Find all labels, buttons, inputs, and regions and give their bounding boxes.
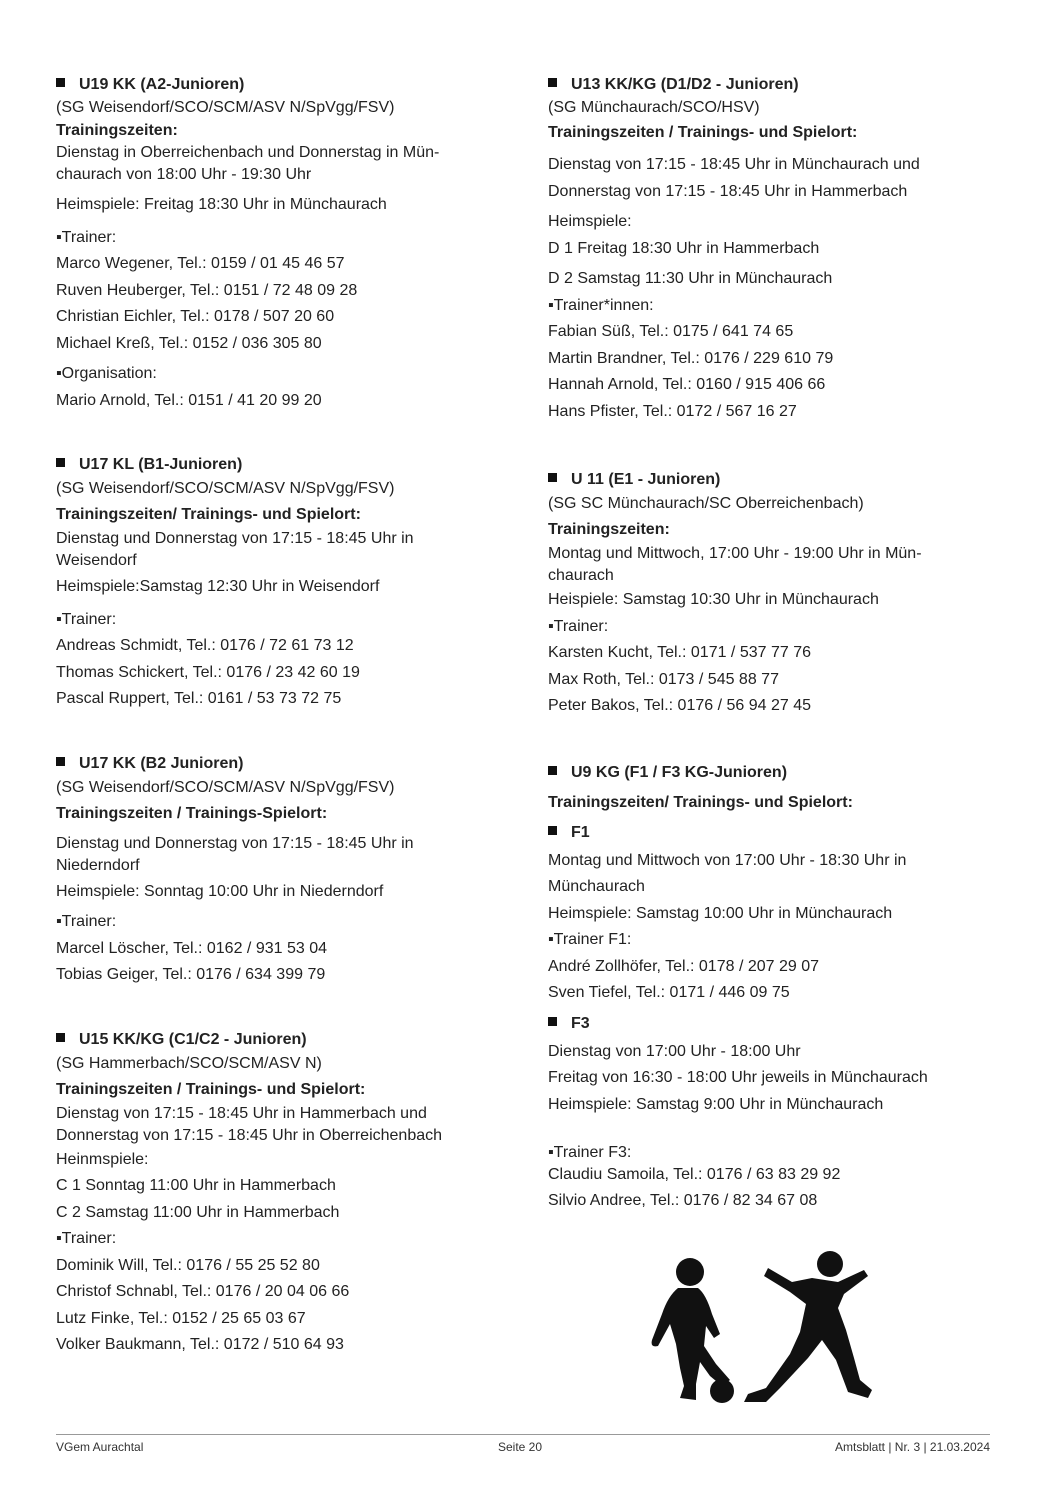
home-games: Heimspiele: Samstag 9:00 Uhr in Münchaurach <box>548 1095 884 1113</box>
section-u11 <box>548 469 998 720</box>
times-line: Weisendorf <box>56 552 137 569</box>
trainer-label: ▪Trainer: <box>56 610 117 628</box>
section-title-text: U15 KK/KG (C1/C2 - Junioren) <box>79 1030 307 1048</box>
bullet-square-icon <box>56 458 65 467</box>
trainer-label: ▪Trainer: <box>56 1230 117 1247</box>
home-games-entry: C 2 Samstag 11:00 Uhr in Hammerbach <box>56 1203 340 1221</box>
times-line: Donnerstag von 17:15 - 18:45 Uhr in Hammerbach <box>548 182 908 200</box>
home-games: Heimspiele: <box>548 213 632 230</box>
times-line: Montag und Mittwoch von 17:00 Uhr - 18:30 Uhr in <box>548 851 907 869</box>
section-title-text: U17 KK (B2 Junioren) <box>79 754 244 772</box>
trainer-entry: Christian Eichler, Tel.: 0178 / 507 20 60 <box>56 308 335 325</box>
home-games-entry: D 1 Freitag 18:30 Uhr in Hammerbach <box>548 239 820 257</box>
player-head-icon <box>676 1258 704 1286</box>
home-games-entry: D 2 Samstag 11:30 Uhr in Münchaurach <box>548 270 833 287</box>
trainer-entry: Lutz Finke, Tel.: 0152 / 25 65 03 67 <box>56 1309 306 1327</box>
section-u19 <box>56 74 506 414</box>
trainer-entry: Michael Kreß, Tel.: 0152 / 036 305 80 <box>56 334 322 352</box>
trainer-entry: Ruven Heuberger, Tel.: 0151 / 72 48 09 28 <box>56 281 358 299</box>
times-line: Dienstag in Oberreichenbach und Donnerstag in Mün- <box>56 144 440 161</box>
training-heading: Trainingszeiten / Trainings- und Spielort: <box>56 1080 366 1098</box>
bullet-square-icon <box>56 78 65 87</box>
trainer-entry: André Zollhöfer, Tel.: 0178 / 207 29 07 <box>548 957 820 975</box>
trainer-entry: Silvio Andree, Tel.: 0176 / 82 34 67 08 <box>548 1192 818 1209</box>
section-title-text: U 11 (E1 - Junioren) <box>571 471 721 488</box>
sg-line: (SG Weisendorf/SCO/SCM/ASV N/SpVgg/FSV) <box>56 778 395 796</box>
home-games-entry: C 1 Sonntag 11:00 Uhr in Hammerbach <box>56 1177 336 1194</box>
bullet-square-icon <box>548 473 557 482</box>
training-heading: Trainingszeiten/ Trainings- und Spielort: <box>548 793 853 811</box>
sg-line: (SG SC Münchaurach/SC Oberreichenbach) <box>548 495 864 512</box>
subsection-f3-title: F3 <box>548 1007 998 1039</box>
trainer-entry: Sven Tiefel, Tel.: 0171 / 446 09 75 <box>548 984 790 1001</box>
trainer-entry: Volker Baukmann, Tel.: 0172 / 510 64 93 <box>56 1336 344 1353</box>
sg-line: (SG Weisendorf/SCO/SCM/ASV N/SpVgg/FSV) <box>56 480 395 497</box>
trainer-entry: Dominik Will, Tel.: 0176 / 55 25 52 80 <box>56 1256 320 1274</box>
section-title <box>548 469 998 491</box>
footer-issue: Amtsblatt | Nr. 3 | 21.03.2024 <box>835 1440 990 1454</box>
section-u17-kl <box>56 454 506 713</box>
trainer-entry: Max Roth, Tel.: 0173 / 545 88 77 <box>548 670 779 688</box>
section-title <box>548 762 998 784</box>
times-line: Dienstag von 17:15 - 18:45 Uhr in Münchaurach und <box>548 156 920 173</box>
trainer-entry: Peter Bakos, Tel.: 0176 / 56 94 27 45 <box>548 697 811 714</box>
section-u9 <box>548 762 998 1215</box>
section-u13 <box>548 74 998 425</box>
section-title-text: U17 KL (B1-Junioren) <box>79 456 243 473</box>
times-line: Freitag von 16:30 - 18:00 Uhr jeweils in Münchaurach <box>548 1069 928 1086</box>
trainer-entry: Karsten Kucht, Tel.: 0171 / 537 77 76 <box>548 644 811 661</box>
bullet-square-icon <box>548 826 557 835</box>
home-games: Heimspiele: Samstag 10:00 Uhr in Münchaurach <box>548 904 893 922</box>
sg-line: (SG Hammerbach/SCO/SCM/ASV N) <box>56 1054 322 1072</box>
home-games: Heimspiele:Samstag 12:30 Uhr in Weisendorf <box>56 578 380 595</box>
bullet-square-icon <box>548 766 557 775</box>
times-line: Dienstag von 17:00 Uhr - 18:00 Uhr <box>548 1042 801 1060</box>
times-line: Dienstag von 17:15 - 18:45 Uhr in Hammerbach und <box>56 1104 427 1122</box>
section-title <box>548 74 998 96</box>
section-title-text: U9 KG (F1 / F3 KG-Junioren) <box>571 763 788 781</box>
trainer-entry: Martin Brandner, Tel.: 0176 / 229 610 79 <box>548 349 834 367</box>
times-line: Niederndorf <box>56 856 140 874</box>
trainer-entry: Thomas Schickert, Tel.: 0176 / 23 42 60 19 <box>56 663 360 681</box>
right-column <box>548 74 998 1214</box>
footer-publisher: VGem Aurachtal <box>56 1440 144 1454</box>
trainer-label: ▪Trainer F1: <box>548 931 632 948</box>
section-title <box>56 454 506 476</box>
soccer-players-illustration <box>640 1248 890 1408</box>
section-title <box>56 753 506 775</box>
trainer-label: ▪Trainer F3: <box>548 1144 632 1161</box>
section-u17-kk <box>56 753 506 989</box>
trainer-entry: Hannah Arnold, Tel.: 0160 / 915 406 66 <box>548 376 826 393</box>
trainer-entry: Tobias Geiger, Tel.: 0176 / 634 399 79 <box>56 966 326 983</box>
right-player-icon <box>744 1268 872 1402</box>
times-line: Donnerstag von 17:15 - 18:45 Uhr in Oberreichenbach <box>56 1126 443 1144</box>
training-heading: Trainingszeiten: <box>56 122 178 139</box>
times-line: Montag und Mittwoch, 17:00 Uhr - 19:00 Uhr in Mün- <box>548 545 922 562</box>
page-footer <box>56 1434 990 1454</box>
section-title-text: U19 KK (A2-Junioren) <box>79 76 245 93</box>
section-title <box>56 74 506 96</box>
organisation-entry: Mario Arnold, Tel.: 0151 / 41 20 99 20 <box>56 391 322 409</box>
trainer-entry: Claudiu Samoila, Tel.: 0176 / 63 83 29 92 <box>548 1166 841 1183</box>
sg-line: (SG Münchaurach/SCO/HSV) <box>548 99 760 116</box>
bullet-square-icon <box>56 1033 65 1042</box>
player-head-icon <box>817 1251 843 1277</box>
home-games: Heimspiele: Freitag 18:30 Uhr in Münchaurach <box>56 196 387 213</box>
subsection-f1-title: F1 <box>548 818 998 848</box>
sg-line: (SG Weisendorf/SCO/SCM/ASV N/SpVgg/FSV) <box>56 99 395 116</box>
trainer-entry: Marco Wegener, Tel.: 0159 / 01 45 46 57 <box>56 255 345 272</box>
bullet-square-icon <box>56 757 65 766</box>
times-line: Dienstag und Donnerstag von 17:15 - 18:45 Uhr in <box>56 530 414 547</box>
trainer-entry: Christof Schnabl, Tel.: 0176 / 20 04 06 66 <box>56 1283 350 1300</box>
trainer-entry: Marcel Löscher, Tel.: 0162 / 931 53 04 <box>56 939 327 957</box>
trainer-label: ▪Trainer: <box>56 228 117 246</box>
times-line: chaurach von 18:00 Uhr - 19:30 Uhr <box>56 166 312 183</box>
trainer-label: ▪Trainer: <box>548 617 609 635</box>
trainer-label: ▪Trainer: <box>56 913 117 930</box>
home-games: Heimspiele: Sonntag 10:00 Uhr in Niederndorf <box>56 882 384 900</box>
times-line: Dienstag und Donnerstag von 17:15 - 18:45 Uhr in <box>56 834 414 852</box>
left-column <box>56 74 506 1359</box>
bullet-square-icon <box>548 78 557 87</box>
trainer-label: ▪Trainer*innen: <box>548 296 654 314</box>
training-heading: Trainingszeiten: <box>548 521 670 538</box>
trainer-entry: Hans Pfister, Tel.: 0172 / 567 16 27 <box>548 402 797 420</box>
training-heading: Trainingszeiten / Trainings- und Spielort: <box>548 124 858 141</box>
home-games: Heispiele: Samstag 10:30 Uhr in Münchaurach <box>548 591 879 608</box>
times-line: Münchaurach <box>548 878 645 895</box>
trainer-entry: Andreas Schmidt, Tel.: 0176 / 72 61 73 12 <box>56 637 354 654</box>
training-heading: Trainingszeiten / Trainings-Spielort: <box>56 804 328 822</box>
bullet-square-icon <box>548 1017 557 1026</box>
section-title-text: U13 KK/KG (D1/D2 - Junioren) <box>571 76 799 93</box>
home-games: Heinmspiele: <box>56 1150 149 1168</box>
trainer-entry: Fabian Süß, Tel.: 0175 / 641 74 65 <box>548 323 794 340</box>
times-line: chaurach <box>548 567 614 584</box>
section-u15 <box>56 1029 506 1359</box>
organisation-label: ▪Organisation: <box>56 365 157 382</box>
training-heading: Trainingszeiten/ Trainings- und Spielort: <box>56 506 361 523</box>
footer-page-number: Seite 20 <box>498 1440 543 1454</box>
soccer-ball-icon <box>710 1379 734 1403</box>
trainer-entry: Pascal Ruppert, Tel.: 0161 / 53 73 72 75 <box>56 690 342 707</box>
section-title <box>56 1029 506 1051</box>
